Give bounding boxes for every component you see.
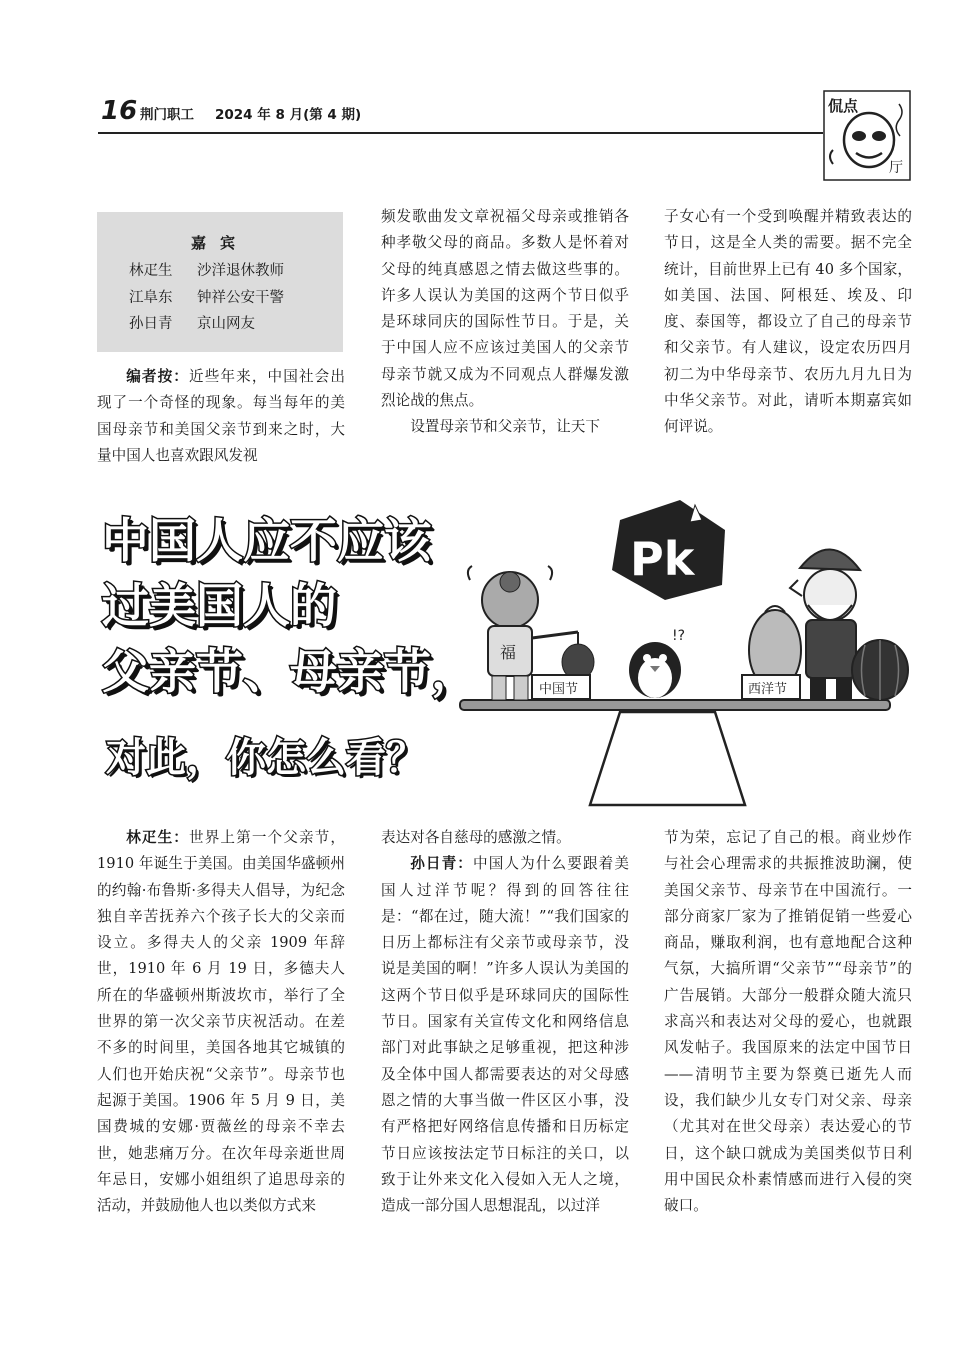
- header-rule: [98, 132, 823, 134]
- guest-role: 沙洋退休教师: [197, 263, 284, 279]
- seesaw-illustration: [440, 500, 916, 810]
- guest-row: [129, 286, 284, 307]
- speaker-label: 林疋生：: [126, 829, 190, 846]
- headline-line-2: 过美国人的: [102, 579, 337, 634]
- guest-name: 江阜东: [129, 290, 173, 306]
- sub-headline: 对此，你怎么看？: [106, 735, 426, 781]
- pk-badge-icon: [612, 500, 725, 600]
- intro-paragraph: 设置母亲节和父亲节，让天下: [410, 418, 600, 436]
- editor-note-text: 近些年来，中国社会出现了一个奇怪的现象。每当每年的美国母亲节和美国父亲节到来之时，大量中国人也喜欢跟风发视: [97, 368, 345, 464]
- speaker-text: 世界上第一个父亲节，1910 年诞生于美国。由美国华盛顿州的约翰·布鲁斯·多得夫人倡导，为纪念独自辛苦抚养六个孩子长大的父亲而设立。多得夫人的父亲 1909 年辞世，1910 年 6 月 19 日，多德夫人所在的华盛顿州斯波坎市，举行了全世界的第一次父亲节庆祝活动。在差不多的时间里，美国各地其它城镇的人们也开始庆祝“父亲节”。母亲节也起源于美国。1906 年 5 月 9 日，美国费城的安娜·贾薇丝的母亲不幸去世，她悲痛万分。在次年母亲逝世周年忌日，安娜小姐组织了追思母亲的活动，并鼓励他人也以类似方式来: [97, 829, 345, 1215]
- illustration: [440, 500, 916, 810]
- speaker-text: 中国人为什么要跟着美国人过洋节呢？得到的回答往往是：“都在过，随大流！”“我们国家的日历上都标注有父亲节或母亲节，没说是美国的啊！”许多人误认为美国的这两个节日似乎是环球同庆的国际性节日。国家有关宣传文化和网络信息部门对此事缺之足够重视，把这种涉及全体中国人都需要表达的对父母感恩之情的大事当做一件区区小事，没有严格把好网络信息传播和日历标定节日应该按法定节日标注的关口，以致于让外来文化入侵如入无人之境，造成一部分国人思想混乱，以过洋: [381, 855, 629, 1215]
- column-logo-text: 侃点: [828, 97, 859, 115]
- guest-role: 钟祥公安干警: [197, 290, 284, 306]
- body-column-2: [381, 825, 629, 1219]
- guest-box: [97, 212, 343, 352]
- body-column-1: [97, 825, 345, 1219]
- headline-line-3: 父亲节、母亲节，: [102, 645, 478, 700]
- issue-date: 2024 年 8 月(第 4 期): [215, 107, 362, 123]
- intro-column-1: [97, 364, 345, 469]
- svg-text:福: 福: [500, 643, 517, 662]
- guest-name: 孙日青: [129, 316, 173, 332]
- body-column-3: [664, 825, 912, 1219]
- intro-paragraph: 子女心有一个受到唤醒并精致表达的节日，这是全人类的需要。据不完全统计，目前世界上已有 40 多个国家，如美国、法国、阿根廷、埃及、印度、泰国等，都设立了自己的母亲节和父亲节。有人建议，设定农历四月初二为中华母亲节、农历九月九日为中华父亲节。对此，请听本期嘉宾如何评说。: [664, 208, 912, 436]
- svg-text:厅: 厅: [889, 160, 903, 176]
- guest-row: [129, 259, 284, 280]
- intro-paragraph: 频发歌曲发文章祝福父母亲或推销各种孝敬父母的商品。多数人是怀着对父母的纯真感恩之情去做这些事的。许多人误认为美国的这两个节日似乎是环球同庆的国际性节日。于是，关于中国人应不应该过美国人的父亲节母亲节就又成为不同观点人群爆发激烈论战的焦点。: [381, 208, 629, 410]
- body-paragraph: 表达对各自慈母的感激之情。: [381, 829, 571, 846]
- svg-text:中国节: 中国节: [539, 682, 579, 697]
- page-number: 16: [101, 96, 138, 126]
- guest-row: [129, 312, 255, 333]
- guest-name: 林疋生: [129, 263, 173, 279]
- headline-line-1: 中国人应不应该: [102, 514, 431, 569]
- body-paragraph: 节为荣，忘记了自己的根。商业炒作与社会心理需求的共振推波助澜，使美国父亲节、母亲节在中国流行。一部分商家厂家为了推销促销一些爱心商品，赚取利润，也有意地配合这种气氛，大搞所谓“父亲节”“母亲节”的广告展销。大部分一般群众随大流只求高兴和表达对父母的爱心，也就跟风发帖子。我国原来的法定中国节日——清明节主要为祭奠已逝先人而设，我们缺少儿女专门对父亲、母亲（尤其对在世父母亲）表达爱心的节日，这个缺口就成为美国类似节日利用中国民众朴素情感而进行入侵的突破口。: [664, 829, 912, 1215]
- magazine-name: 荆门职工: [140, 107, 194, 123]
- column-logo: [823, 90, 913, 182]
- svg-text:Pk: Pk: [630, 532, 695, 586]
- editor-note-label: 编者按：: [126, 368, 190, 385]
- intro-column-3: [664, 204, 912, 441]
- penguin-icon: [629, 628, 685, 698]
- guest-role: 京山网友: [197, 316, 255, 332]
- pumpkin-icon: [852, 640, 908, 700]
- svg-text:!?: !?: [672, 628, 686, 644]
- svg-text:西洋节: 西洋节: [748, 682, 788, 697]
- speaker-label: 孙日青：: [410, 855, 474, 873]
- guest-title: 嘉宾: [190, 234, 249, 252]
- intro-column-2: [381, 204, 629, 441]
